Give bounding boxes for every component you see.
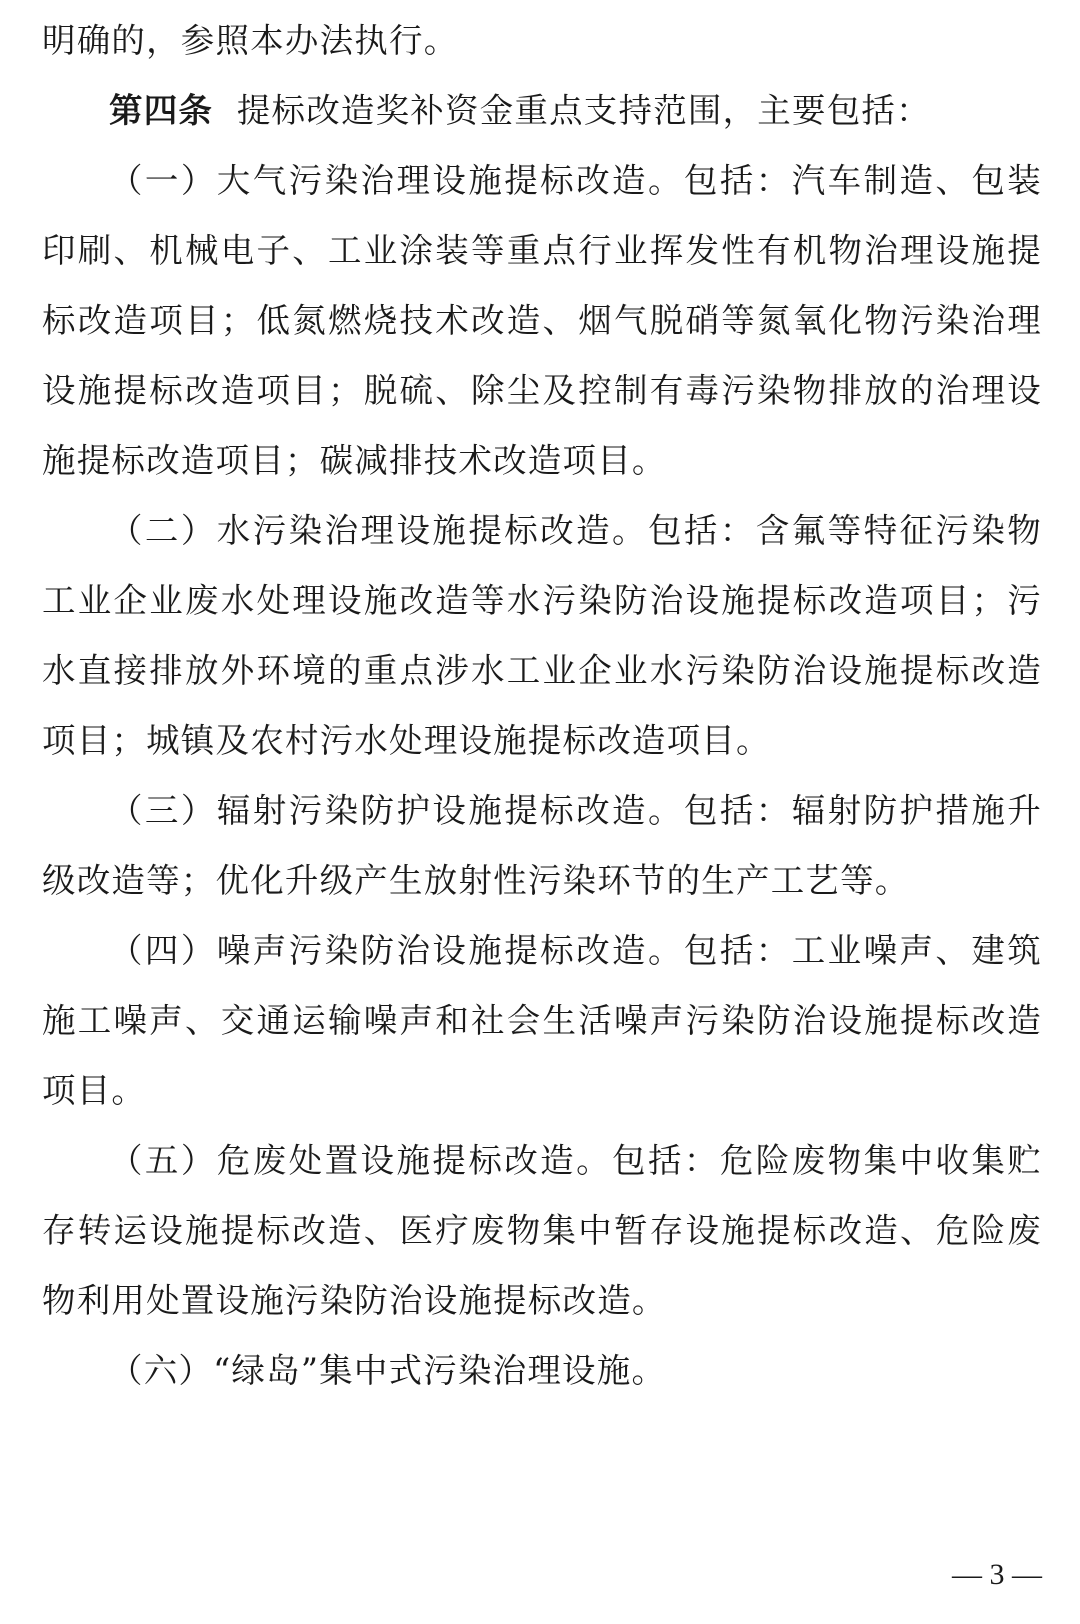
article-intro-text: 提标改造奖补资金重点支持范围，主要包括： xyxy=(236,91,931,130)
paragraph-item-4-noise: （四）噪声污染防治设施提标改造。包括：工业噪声、建筑施工噪声、交通运输噪声和社会生活噪声污染防治设施提标改造项目。 xyxy=(42,931,1042,1110)
document-body xyxy=(42,6,1042,1406)
article-heading: 第四条 xyxy=(109,91,214,130)
paragraph-article-four xyxy=(42,76,1042,146)
paragraph-continuation: 明确的，参照本办法执行。 xyxy=(42,21,459,60)
paragraph-item-6-green-island: （六）“绿岛”集中式污染治理设施。 xyxy=(109,1351,667,1390)
page-number: — 3 — xyxy=(952,1558,1042,1591)
paragraph-item-2-water: （二）水污染治理设施提标改造。包括：含氟等特征污染物工业企业废水处理设施改造等水污染防治设施提标改造项目；污水直接排放外环境的重点涉水工业企业水污染防治设施提标改造项目；城镇及农村污水处理设施提标改造项目。 xyxy=(42,511,1042,760)
paragraph-item-5-hazardous-waste: （五）危废处置设施提标改造。包括：危险废物集中收集贮存转运设施提标改造、医疗废物集中暂存设施提标改造、危险废物利用处置设施污染防治设施提标改造。 xyxy=(42,1141,1042,1320)
paragraph-item-1-air: （一）大气污染治理设施提标改造。包括：汽车制造、包装印刷、机械电子、工业涂装等重点行业挥发性有机物治理设施提标改造项目；低氮燃烧技术改造、烟气脱硝等氮氧化物污染治理设施提标改造项目；脱硫、除尘及控制有毒污染物排放的治理设施提标改造项目；碳减排技术改造项目。 xyxy=(42,161,1042,480)
article-separator xyxy=(213,91,237,130)
paragraph-item-3-radiation: （三）辐射污染防护设施提标改造。包括：辐射防护措施升级改造等；优化升级产生放射性污染环节的生产工艺等。 xyxy=(42,791,1042,900)
